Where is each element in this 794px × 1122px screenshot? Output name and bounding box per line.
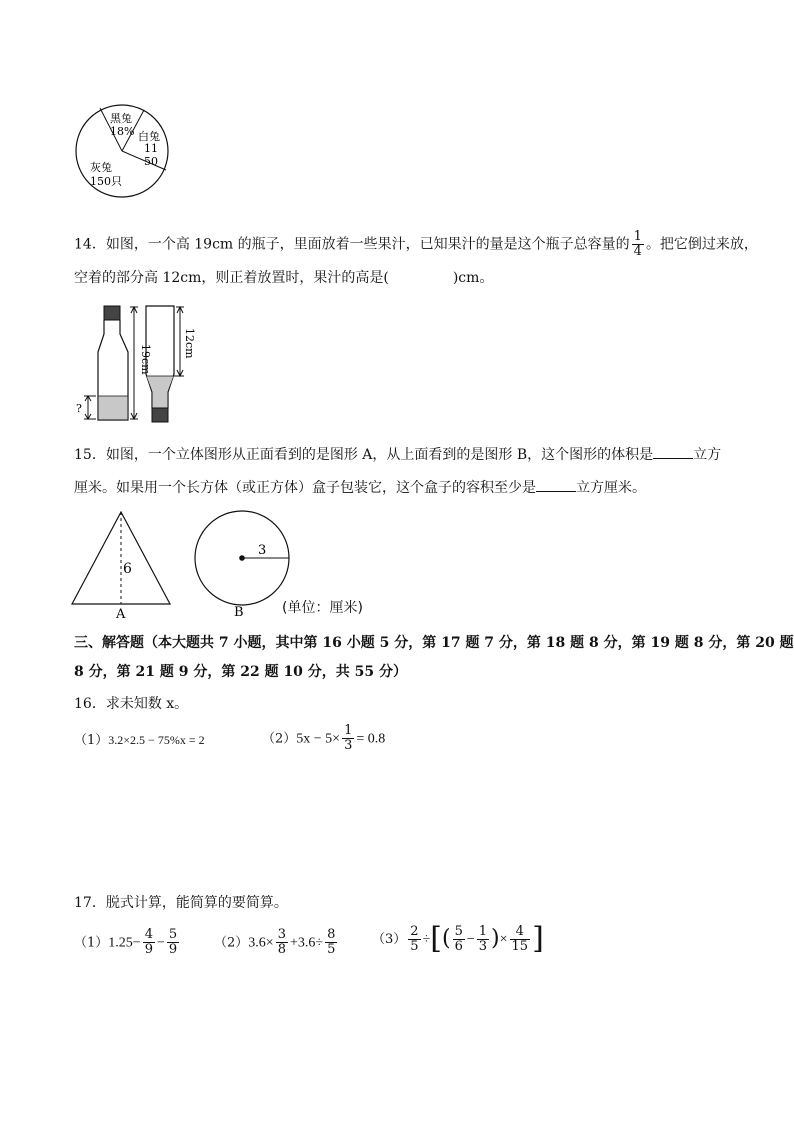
figure-a-label: A <box>116 607 126 620</box>
q17-p1-label: （1） <box>74 935 109 951</box>
q17-p3-bracket-close: ] <box>532 921 544 956</box>
unit-note: (单位：厘米) <box>282 600 363 616</box>
bottle-figure <box>76 304 206 426</box>
q14-fraction <box>632 230 644 259</box>
q17-p3-label: （3） <box>372 932 407 947</box>
q17-p3-n4: 4 <box>510 925 531 940</box>
q16-p1-expr: 3.2×2.5 − 75%x = 2 <box>108 733 205 747</box>
q17-p2-label: （2） <box>214 935 249 951</box>
q14-frac-num: 1 <box>633 229 642 244</box>
q14-frac-den: 4 <box>633 244 642 259</box>
bottle-empty-height: 12cm <box>183 328 196 359</box>
q16-p2-label: （2） <box>262 731 297 747</box>
q17-p1-d2: 9 <box>168 942 178 957</box>
q17-p3-paren-close: ) <box>491 926 500 951</box>
q17-p3-frac4 <box>510 925 531 954</box>
q16-p2-left: 5x − 5× <box>296 731 341 747</box>
bottle-unknown-height: ? <box>76 402 82 415</box>
q17-p3-frac1 <box>408 925 420 954</box>
q14-text-b: 。把它倒过来放， <box>645 236 758 253</box>
pie-black-label: 黑兔 <box>110 112 132 125</box>
q16-p2-num: 1 <box>344 723 353 738</box>
q17-p1-op: − <box>156 935 165 951</box>
q17-p2-d2: 5 <box>327 942 336 957</box>
q17-p3-frac2 <box>453 925 465 954</box>
q17-p3-d2: 6 <box>454 938 463 954</box>
q17-p3-frac3 <box>477 925 489 954</box>
cone-height-label: 6 <box>123 561 132 577</box>
q15-text-d: 立方厘米。 <box>576 480 646 496</box>
q17-p3-d3: 3 <box>478 938 488 954</box>
pie-white-label: 白兔 <box>138 130 160 143</box>
q17-p2-n1: 3 <box>277 927 286 942</box>
figure-b-label: B <box>234 605 244 620</box>
pie-white-num: 11 <box>144 142 158 155</box>
q17-p2-op: +3.6÷ <box>289 935 324 951</box>
q17-p3-d4: 15 <box>511 938 529 954</box>
rabbit-pie-figure <box>70 100 180 202</box>
q17-part3 <box>372 921 544 956</box>
q17-p1-n2: 5 <box>168 927 178 942</box>
q17-p1-d1: 9 <box>144 942 153 957</box>
q17-p3-n2: 5 <box>454 923 463 939</box>
q17-p1-a: 1.25− <box>108 935 141 951</box>
q14-text-c: 空着的部分高 12cm，则正着放置时，果汁的高是( <box>74 270 389 286</box>
q15-blank-capacity <box>536 477 576 492</box>
q17-p1-frac1 <box>143 928 155 957</box>
pie-gray-value: 150只 <box>90 175 122 188</box>
q15-text-c: 厘米。如果用一个长方体（或正方体）盒子包装它，这个盒子的容积至少是 <box>74 480 536 496</box>
q15-line1 <box>74 444 721 465</box>
q17-p3-div: ÷ <box>422 932 431 947</box>
q17-p3-minus: − <box>466 932 475 947</box>
q17-p2-d1: 8 <box>277 942 286 957</box>
q16-part1 <box>74 730 205 751</box>
q17-p3-times: × <box>499 932 508 947</box>
q17-p2-frac1 <box>276 928 288 957</box>
pie-gray-label: 灰兔 <box>90 161 112 174</box>
q17-p2-n2: 8 <box>327 927 336 942</box>
section3-heading-line2: 8 分，第 21 题 9 分，第 22 题 10 分，共 55 分） <box>74 664 408 680</box>
q14-line1 <box>74 230 758 259</box>
q15-text-b: 立方 <box>693 447 722 463</box>
bottle-total-height: 19cm <box>139 344 152 375</box>
q17-p3-d1: 5 <box>410 938 419 954</box>
q17-p2-frac2 <box>325 928 337 957</box>
q16-p2-fraction <box>342 724 354 753</box>
q14-line2 <box>74 268 493 288</box>
pie-white-den: 50 <box>144 155 158 168</box>
q16-p2-den: 3 <box>344 738 353 753</box>
q14-text-d: )cm。 <box>452 270 494 286</box>
pie-black-value: 18% <box>110 125 135 138</box>
q17-p3-n1: 2 <box>410 923 419 939</box>
q17-part2 <box>214 928 339 957</box>
q17-p2-a: 3.6× <box>248 935 274 951</box>
q16-p2-right: = 0.8 <box>356 731 386 747</box>
circle-radius-label: 3 <box>258 543 267 558</box>
q16-title: 16．求未知数 x。 <box>74 696 189 712</box>
q17-p3-paren-open: ( <box>441 926 451 951</box>
q17-title: 17．脱式计算，能简算的要简算。 <box>74 895 288 911</box>
q17-part1 <box>74 928 181 957</box>
q15-blank-volume <box>653 444 693 459</box>
q17-p3-n3: 1 <box>478 923 488 939</box>
q17-p1-frac2 <box>167 928 179 957</box>
q16-p1-label: （1） <box>74 733 109 748</box>
q16-part2 <box>262 724 385 753</box>
section3-heading-line1: 三、解答题（本大题共 7 小题，其中第 16 小题 5 分，第 17 题 7 分，第 18 题 8 分，第 19 题 8 分，第 20 题 <box>74 635 794 651</box>
q17-p1-n1: 4 <box>144 927 153 942</box>
q14-text-a: 14．如图，一个高 19cm 的瓶子，里面放着一些果汁，已知果汁的量是这个瓶子总容量的 <box>74 236 630 253</box>
q15-line2 <box>74 477 646 498</box>
q17-p3-bracket-open: [ <box>430 921 442 956</box>
q15-text-a: 15．如图，一个立体图形从正面看到的是图形 A，从上面看到的是图形 B，这个图形的体积是 <box>74 447 654 463</box>
